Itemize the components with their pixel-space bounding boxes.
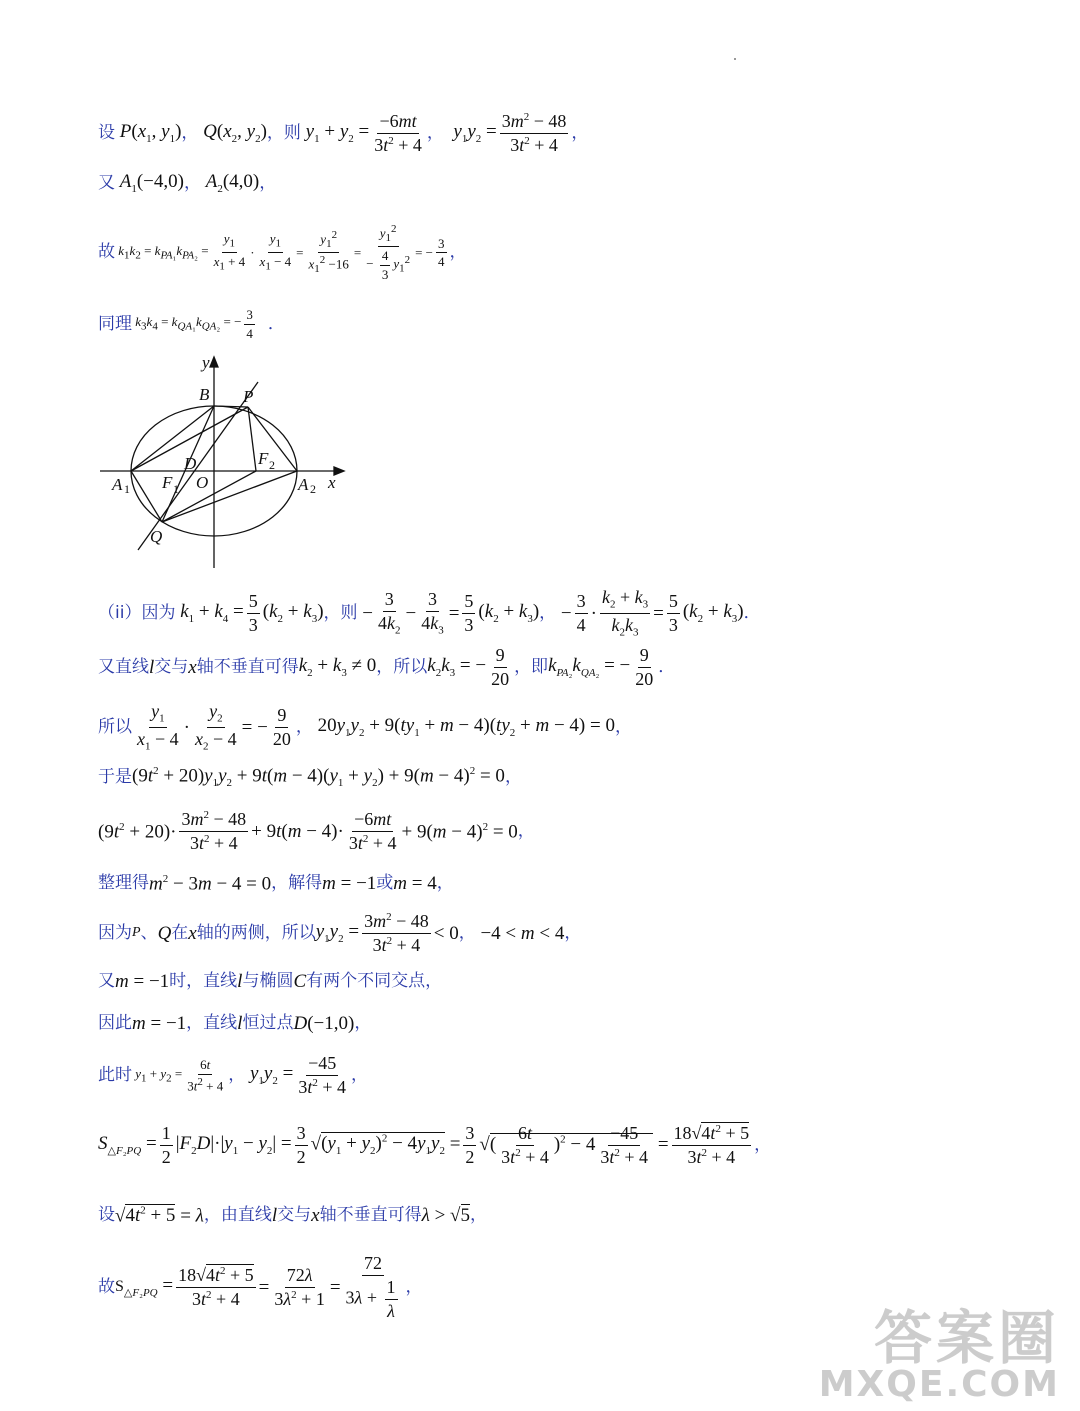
text: 与椭圆 (242, 971, 294, 991)
eq-line-17: 故 $S_{\triangle F_2PQ}$ = $\frac{18√4t^2 + 5}{3t^2 + 4}$ = $\frac{72\lambda}{3\lambda^2 + 1}$ = 72 3λ + $\frac{1}{\lambda}$ ， (98, 1253, 423, 1321)
fraction: $\frac{72\lambda}{3\lambda^2 + 1}$ (274, 1264, 325, 1309)
text: ． (658, 656, 676, 677)
watermark (818, 1304, 1060, 1405)
fraction: $\frac{5}{3}$ (668, 591, 678, 636)
label-x: x (328, 473, 336, 492)
text: ． (267, 313, 285, 334)
text: ， (405, 1276, 423, 1297)
label-A2: A (298, 475, 309, 494)
label-P: P (243, 387, 254, 406)
fraction: $\frac{y_1^2}{x_1^2 -16}$ (308, 228, 349, 276)
label-A2-sub: 2 (310, 482, 316, 496)
label-F1-sub: 1 (173, 482, 179, 496)
fraction: $\frac{3}{4k_2}$ (377, 589, 401, 637)
text: ，直线 (186, 1013, 238, 1033)
label-D: D (184, 454, 197, 473)
math: $y_1y_2$ = (453, 120, 497, 145)
fraction: $\frac{3}{4}$ (576, 591, 586, 636)
text: 此时 (98, 1064, 132, 1085)
fraction: 72 3λ + $\frac{1}{\lambda}$ (345, 1253, 396, 1321)
eq-line-1 (98, 112, 588, 155)
fraction: $\frac{6t}{3t^2 + 4}$ (187, 1057, 224, 1094)
fraction: $\frac{18√4t^2 + 5}{3t^2 + 4}$ (673, 1123, 750, 1167)
label-F2-sub: 2 (269, 458, 275, 472)
text: 整理得 (98, 873, 149, 894)
text: ，则 (266, 122, 301, 143)
eq-line-7: 所以 $\frac{y_1}{x_1 - 4}$ · $\frac{y_2}{x_2 - 4}$ = − $\frac{9}{20}$ ， $20y_1y_2 + 9(ty_1 + m - 4)(ty_2 + m - 4) = 0$ ， (98, 701, 632, 753)
text: 又 (98, 172, 115, 193)
label-Q: Q (150, 527, 163, 546)
eq-line-8: 于是 $(9t^2 + 20)y_1y_2 + 9t(m - 4)(y_1 + y_2) + 9(m - 4)^2 = 0$ ， (98, 765, 522, 790)
fraction: $\frac{9}{20}$ (491, 645, 510, 689)
eq-line-11: 因为 P 、 Q 在 x 轴的两侧，所以 $y_1y_2$ = $\frac{3m^2 - 48}{3t^2 + 4}$ < 0 ， −4 < m < 4 ， (98, 911, 582, 955)
label-A1: A (112, 475, 123, 494)
scan-dot (734, 58, 736, 60)
fraction: $\frac{y_2}{x_2 - 4}$ (194, 701, 237, 753)
text: 轴不垂直可得 (196, 656, 299, 677)
text: ， (754, 1134, 772, 1155)
label-F2: F (258, 449, 269, 468)
text: ， (504, 767, 522, 788)
text: 交与 (154, 656, 189, 677)
text: ， (436, 873, 454, 894)
fraction: $\frac{y_1}{x_1 - 4}$ (137, 701, 179, 753)
math: $y_1 + y_2$ = (305, 120, 370, 145)
text: 于是 (98, 767, 132, 788)
text: 恒过点 (242, 1013, 294, 1033)
eq-line-5: （ii）因为 $k_1 + k_4$ = $\frac{5}{3}$ $(k_2 + k_3)$ ，则 − $\frac{3}{4k_2}$ − $\frac{3}{4k_3}$ = $\frac{5}{3}$ $(k_2 + k_3)$ ， − $\frac{3}{4}$ · $\frac{k_2 + k_3}{k_2k_3}$ = $\frac{5}{3}$ $(k_2 + k_3)$ ． (98, 587, 761, 639)
text: ， (183, 172, 201, 193)
text: 轴的两侧，所以 (196, 922, 316, 943)
watermark-logo: 答案圈 (873, 1304, 1060, 1372)
text: 设 (98, 122, 115, 143)
text: ， (354, 1013, 372, 1033)
eq-line-14: 此时 $y_1 + y_2$ = $\frac{6t}{3t^2 + 4}$ ， $y_1y_2$ = $\frac{-45}{3t^2 + 4}$ ， (98, 1053, 368, 1097)
text: 有两个不同交点， (306, 971, 443, 991)
label-y: y (202, 353, 210, 372)
text: 又 (98, 971, 115, 991)
eq-line-4 (98, 308, 285, 340)
text: ， (470, 1205, 487, 1226)
fraction: $\frac{3m^2 - 48}{3t^2 + 4}$ (501, 111, 567, 155)
eq-line-6: 又直线 l 交与 x 轴不垂直可得 $k_2 + k_3 \ne 0$ ，所以 $k_2k_3$ = − $\frac{9}{20}$ ，即 $k_{PA_2}k_{QA_2}$ = − $\frac{9}{20}$ ． (98, 645, 676, 689)
text: ， (449, 242, 467, 263)
fraction: $\frac{3}{2}$ (465, 1123, 475, 1167)
eq-line-2 (98, 172, 276, 195)
ellipse-diagram (96, 352, 356, 574)
label-O: O (196, 473, 209, 492)
fraction: $\frac{9}{20}$ (635, 645, 654, 689)
text: ， (571, 122, 589, 143)
text: 故 (98, 1276, 115, 1297)
math: $Q(x_2$, $y_2$) (203, 120, 267, 145)
text: 故 (98, 242, 115, 263)
text: ， (350, 1064, 368, 1085)
text: ， (517, 820, 535, 841)
text: 同理 (98, 313, 132, 334)
text: 时，直线 (169, 971, 238, 991)
eq-line-16: 设 $√4t^2 + 5 = \lambda$ ，由直线 l 交与 x 轴不垂直可得 λ > √5 ， (98, 1205, 487, 1227)
label-A1-sub: 1 (124, 482, 130, 496)
fraction: $\frac{3}{4}$ (438, 235, 445, 270)
fraction: $\frac{y_1}{x_1 + 4}$ (213, 231, 246, 273)
math: $k_3k_4 = k_{QA_1}k_{QA_2}$ = − (135, 314, 242, 333)
seg-A1Q (131, 471, 162, 522)
text: ，由直线 (203, 1205, 272, 1226)
text: 轴不垂直可得 (319, 1205, 422, 1226)
text: ，所以 (376, 656, 428, 677)
math: $A_2(4,0)$ (205, 171, 260, 195)
math: $k_1k_2 = k_{PA_1}k_{PA_2}$ = (118, 243, 209, 262)
text: ， (259, 172, 277, 193)
y-axis-arrow (210, 357, 218, 367)
text: 或 (376, 873, 394, 894)
fraction: $\frac{5}{3}$ (248, 591, 258, 636)
text: 因此 (98, 1013, 132, 1033)
fraction: $\frac{3}{4}$ (246, 307, 253, 341)
eq-line-3: 故 $k_1k_2 = k_{PA_1}k_{PA_2}$ = $\frac{y_1}{x_1 + 4}$ · $\frac{y_1}{x_1 - 4}$ = $\frac{y_1^2}{x_1^2 -16}$ = $y_1^2$ − $\frac{4}{3}$ $y_1^2$ = − $\frac{3}{4}$ ， (98, 223, 467, 283)
fraction: $\frac{3m^2 - 48}{3t^2 + 4}$ (181, 809, 247, 853)
eq-line-13: 因此 m = −1 ，直线 l 恒过点 D(−1,0) ， (98, 1013, 372, 1034)
fraction: $\frac{k_2 + k_3}{k_2k_3}$ (601, 587, 649, 639)
label-F1: F (162, 473, 173, 492)
fraction: $\frac{-6mt}{3t^2 + 4}$ (348, 809, 397, 853)
text: ． (743, 603, 761, 624)
text: 交与 (277, 1205, 312, 1226)
fraction: $\frac{-45}{3t^2 + 4}$ (298, 1053, 346, 1097)
label-B: B (199, 385, 210, 404)
fraction: $\frac{3}{2}$ (296, 1123, 306, 1167)
text: 又直线 (98, 656, 149, 677)
fraction: $\frac{y_1}{x_1 - 4}$ (259, 231, 292, 273)
fraction: $\frac{9}{20}$ (272, 705, 291, 750)
text: ，即 (514, 656, 549, 677)
fraction: $\frac{1}{2}$ (161, 1123, 171, 1167)
text: ，解得 (271, 873, 323, 894)
text: ， (614, 717, 632, 738)
text: ， (458, 922, 476, 943)
eq-line-15: $S_{\triangle F_2PQ}$ = $\frac{1}{2}$ $|F_2D|\cdot|y_1 - y_2|$ = $\frac{3}{2}$ $√(y_1 + y_2)^2 - 4y_1y_2$ = $\frac{3}{2}$ √( $\frac{6t}{3t^2 + 4}$ )$^2$ − 4 $\frac{-45}{3t^2 + 4}$ = $\frac{18√4t^2 + 5}{3t^2 + 4}$ ， (98, 1123, 772, 1167)
math: $P(x_1$, $y_1$) (119, 120, 182, 145)
math: $k_1 + k_4$ = (180, 601, 244, 626)
text: 在 (171, 922, 189, 943)
text: ， (295, 717, 313, 738)
fraction: $\frac{3}{4k_3}$ (421, 589, 444, 637)
seg-BP (214, 406, 248, 407)
text: 、 (140, 922, 158, 943)
fraction: $y_1^2$ − $\frac{4}{3}$ $y_1^2$ (366, 223, 411, 283)
text: 所以 (98, 717, 132, 738)
text: ， (228, 1064, 246, 1085)
text: ， (181, 122, 199, 143)
text: ， (539, 603, 557, 624)
math: $A_1(-4,0)$ (119, 171, 184, 195)
eq-line-10: 整理得 $m^2 - 3m - 4 = 0$ ，解得 m = −1 或 m = 4 ， (98, 873, 454, 895)
fraction: $\frac{18√4t^2 + 5}{3t^2 + 4}$ (178, 1264, 254, 1309)
fraction: $\frac{-6mt}{3t^2 + 4}$ (374, 111, 422, 155)
watermark-url: MXQE.COM (818, 1364, 1060, 1405)
eq-line-9: $(9t^2 + 20)\cdot$ $\frac{3m^2 - 48}{3t^2 + 4}$ + 9t(m − 4)· $\frac{-6mt}{3t^2 + 4}$ + $9(m - 4)^2 = 0$ ， (98, 809, 535, 853)
text: 设 (98, 1205, 115, 1226)
fraction: $\frac{3m^2 - 48}{3t^2 + 4}$ (364, 911, 429, 955)
fraction: $\frac{5}{3}$ (464, 591, 474, 636)
text: 因为 (98, 922, 132, 943)
text: （ii）因为 (98, 603, 176, 624)
text: ， (426, 122, 444, 143)
eq-line-12: 又 m = −1 时，直线 l 与椭圆 C 有两个不同交点， (98, 971, 443, 992)
text: ，则 (323, 603, 358, 624)
